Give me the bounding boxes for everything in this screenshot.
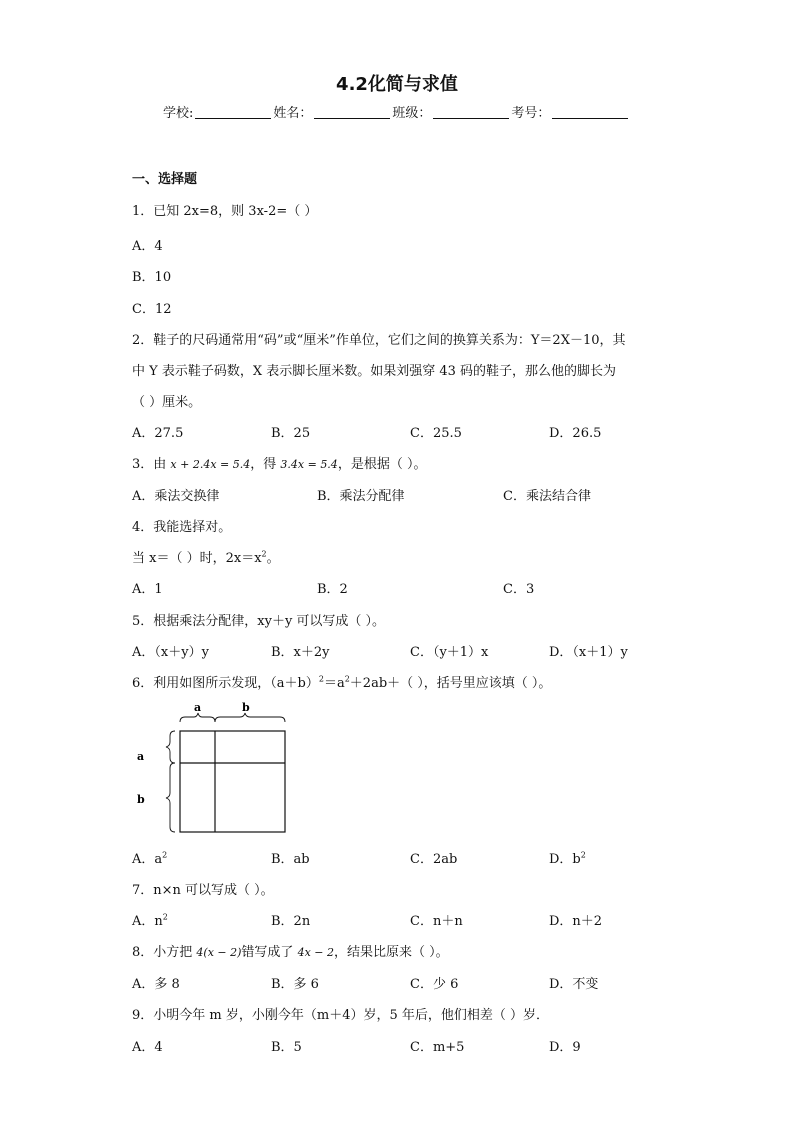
- q8-stem: [132, 941, 449, 960]
- q2-option-b: B．25: [271, 426, 311, 441]
- q5-option-c: C．（y＋1）x: [410, 645, 489, 660]
- q9-option-d: D．9: [549, 1040, 581, 1055]
- top-brace-a: [180, 713, 215, 722]
- q7-stem: 7．n×n 可以写成（ ）。: [132, 883, 274, 898]
- q3-expression-2: 3.4x = 5.4: [280, 458, 338, 471]
- q7-option-a: [132, 910, 168, 929]
- q6-option-c: C．2ab: [410, 852, 458, 867]
- q4-line2-end: 。: [266, 551, 280, 566]
- q3-suffix: ，是根据（ ）。: [337, 457, 427, 472]
- left-brace-b: [166, 763, 175, 832]
- class-label: 班级：: [392, 106, 432, 121]
- q6-option-a-exponent: 2: [162, 850, 168, 860]
- student-info-line: [163, 102, 630, 121]
- q9-option-a: A．4: [132, 1040, 163, 1055]
- q5-stem: 5．根据乘法分配律，xy＋y 可以写成（ ）。: [132, 614, 386, 629]
- q9-option-c: C．m+5: [410, 1040, 465, 1055]
- q8-option-b: B．多 6: [271, 977, 319, 992]
- q8-expression-1: 4(x − 2): [196, 946, 242, 959]
- q3-stem: [132, 453, 426, 472]
- q4-option-b: B．2: [317, 582, 348, 597]
- q6-exponent-1: 2: [318, 674, 324, 684]
- q8-prefix: 8．小方把: [132, 945, 193, 960]
- q4-stem: 4．我能选择对。: [132, 520, 232, 535]
- q8-option-d: D．不变: [549, 977, 599, 992]
- q4-option-a: A．1: [132, 582, 163, 597]
- q7-option-c: C．n＋n: [410, 914, 463, 929]
- q8-expression-2: 4x − 2: [297, 946, 334, 959]
- q5-option-d: D．（x＋1）y: [549, 645, 628, 660]
- q1-option-c: C．12: [132, 302, 172, 317]
- outer-square: [180, 731, 285, 832]
- square-expansion-figure: [128, 698, 293, 838]
- q4-line2: [132, 547, 280, 566]
- q8-suffix: ，结果比原来（ ）。: [334, 945, 449, 960]
- q6-stem-post: ＋2ab＋（ ），括号里应该填（ ）。: [349, 676, 552, 691]
- school-label: 学校:: [163, 106, 194, 121]
- q9-option-b: B．5: [271, 1040, 302, 1055]
- q4-line2-text: 当 x＝（ ）时，2x＝x: [132, 551, 262, 566]
- q7-option-b: B．2n: [271, 914, 311, 929]
- left-label-a: a: [137, 750, 145, 763]
- q7-option-a-text: A．n: [132, 914, 163, 929]
- top-label-b: b: [242, 701, 250, 714]
- school-blank: [195, 106, 271, 119]
- q6-stem-pre: 6．利用如图所示发现，（a＋b）: [132, 676, 319, 691]
- q2-option-d: D．26.5: [549, 426, 602, 441]
- q1-option-a: A．4: [132, 239, 163, 254]
- q2-option-a: A．27.5: [132, 426, 184, 441]
- q3-option-b: B．乘法分配律: [317, 489, 405, 504]
- q2-stem-line2: 中 Y 表示鞋子码数，X 表示脚长厘米数。如果刘强穿 43 码的鞋子，那么他的脚长为: [132, 364, 617, 379]
- q6-option-d-text: D．b: [549, 852, 581, 867]
- section-heading: 一、选择题: [132, 172, 198, 187]
- q6-option-b: B．ab: [271, 852, 310, 867]
- name-blank: [314, 106, 390, 119]
- q6-option-a-text: A．a: [132, 852, 163, 867]
- class-blank: [433, 106, 509, 119]
- q8-mid: 错写成了: [241, 945, 294, 960]
- q4-exponent: 2: [261, 549, 267, 559]
- q5-option-b: B．x＋2y: [271, 645, 330, 660]
- q9-stem: 9．小明今年 m 岁，小刚今年（m＋4）岁，5 年后，他们相差（ ）岁．: [132, 1008, 549, 1023]
- q3-prefix: 3．由: [132, 457, 167, 472]
- q1-option-b: B．10: [132, 270, 172, 285]
- q7-option-d: D．n＋2: [549, 914, 603, 929]
- exam-no-label: 考号：: [511, 106, 551, 121]
- q4-option-c: C．3: [503, 582, 535, 597]
- q6-stem-mid: ＝a: [323, 676, 345, 691]
- name-label: 姓名：: [273, 106, 313, 121]
- q2-stem-line1: 2．鞋子的尺码通常用“码”或“厘米”作单位，它们之间的换算关系为：Y＝2X－10，其: [132, 333, 626, 348]
- left-label-b: b: [137, 793, 145, 806]
- q6-exponent-2: 2: [344, 674, 350, 684]
- q3-mid: ，得: [250, 457, 277, 472]
- left-brace-a: [166, 731, 175, 763]
- q5-option-a: A．（x＋y）y: [132, 645, 209, 660]
- q3-option-c: C．乘法结合律: [503, 489, 591, 504]
- q6-option-d: [549, 848, 586, 867]
- top-label-a: a: [194, 701, 202, 714]
- page-title: 4.2化简与求值: [336, 74, 458, 95]
- q6-option-d-exponent: 2: [580, 850, 586, 860]
- q6-stem: [132, 672, 551, 691]
- q3-expression-1: x + 2.4x = 5.4: [170, 458, 251, 471]
- q6-option-a: [132, 848, 167, 867]
- exam-no-blank: [552, 106, 628, 119]
- q2-stem-line3: （ ）厘米。: [132, 395, 202, 410]
- q8-option-c: C．少 6: [410, 977, 459, 992]
- q8-option-a: A．多 8: [132, 977, 180, 992]
- q7-option-a-exponent: 2: [162, 912, 168, 922]
- q3-option-a: A．乘法交换律: [132, 489, 220, 504]
- top-brace-b: [215, 713, 285, 722]
- q1-stem: 1．已知 2x=8，则 3x-2=（ ）: [132, 204, 318, 219]
- q2-option-c: C．25.5: [410, 426, 462, 441]
